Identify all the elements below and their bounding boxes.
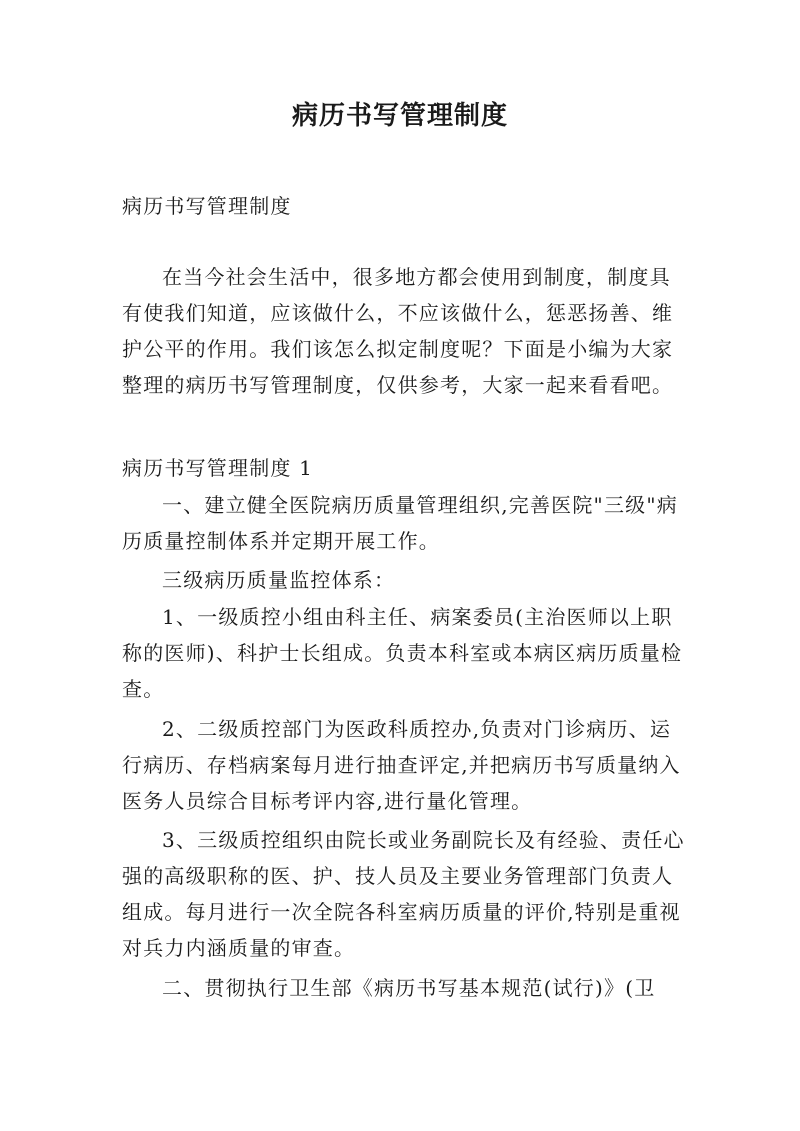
paragraph-item-1: 一、建立健全医院病历质量管理组织,完善医院"三级"病历质量控制体系并定期开展工作。	[122, 493, 678, 553]
paragraph-item-4: 2、二级质控部门为医政科质控办,负责对门诊病历、运行病历、存档病案每月进行抽查评定,并把病历书写质量纳入医务人员综合目标考评内容,进行量化管理。	[122, 717, 681, 813]
document-subtitle: 病历书写管理制度	[122, 194, 292, 218]
section-heading: 病历书写管理制度 1	[122, 456, 314, 480]
paragraph-item-5: 3、三级质控组织由院长或业务副院长及有经验、责任心强的高级职称的医、护、技人员及主要业务管理部门负责人组成。每月进行一次全院各科室病历质量的评价,特别是重视对兵力内涵质量的审查。	[122, 828, 685, 960]
intro-paragraph: 在当今社会生活中，很多地方都会使用到制度，制度具有使我们知道，应该做什么，不应该做什么，惩恶扬善、维护公平的作用。我们该怎么拟定制度呢？下面是小编为大家整理的病历书写管理制度，仅供参考，大家一起来看看吧。	[122, 265, 674, 397]
paragraph-item-2: 三级病历质量监控体系：	[162, 568, 396, 592]
document-title: 病历书写管理制度	[291, 101, 508, 131]
paragraph-item-6: 二、贯彻执行卫生部《病历书写基本规范(试行)》(卫	[162, 976, 656, 1000]
paragraph-item-3: 1、一级质控小组由科主任、病案委员(主治医师以上职称的医师)、科护士长组成。负责本科室或本病区病历质量检查。	[122, 605, 683, 701]
